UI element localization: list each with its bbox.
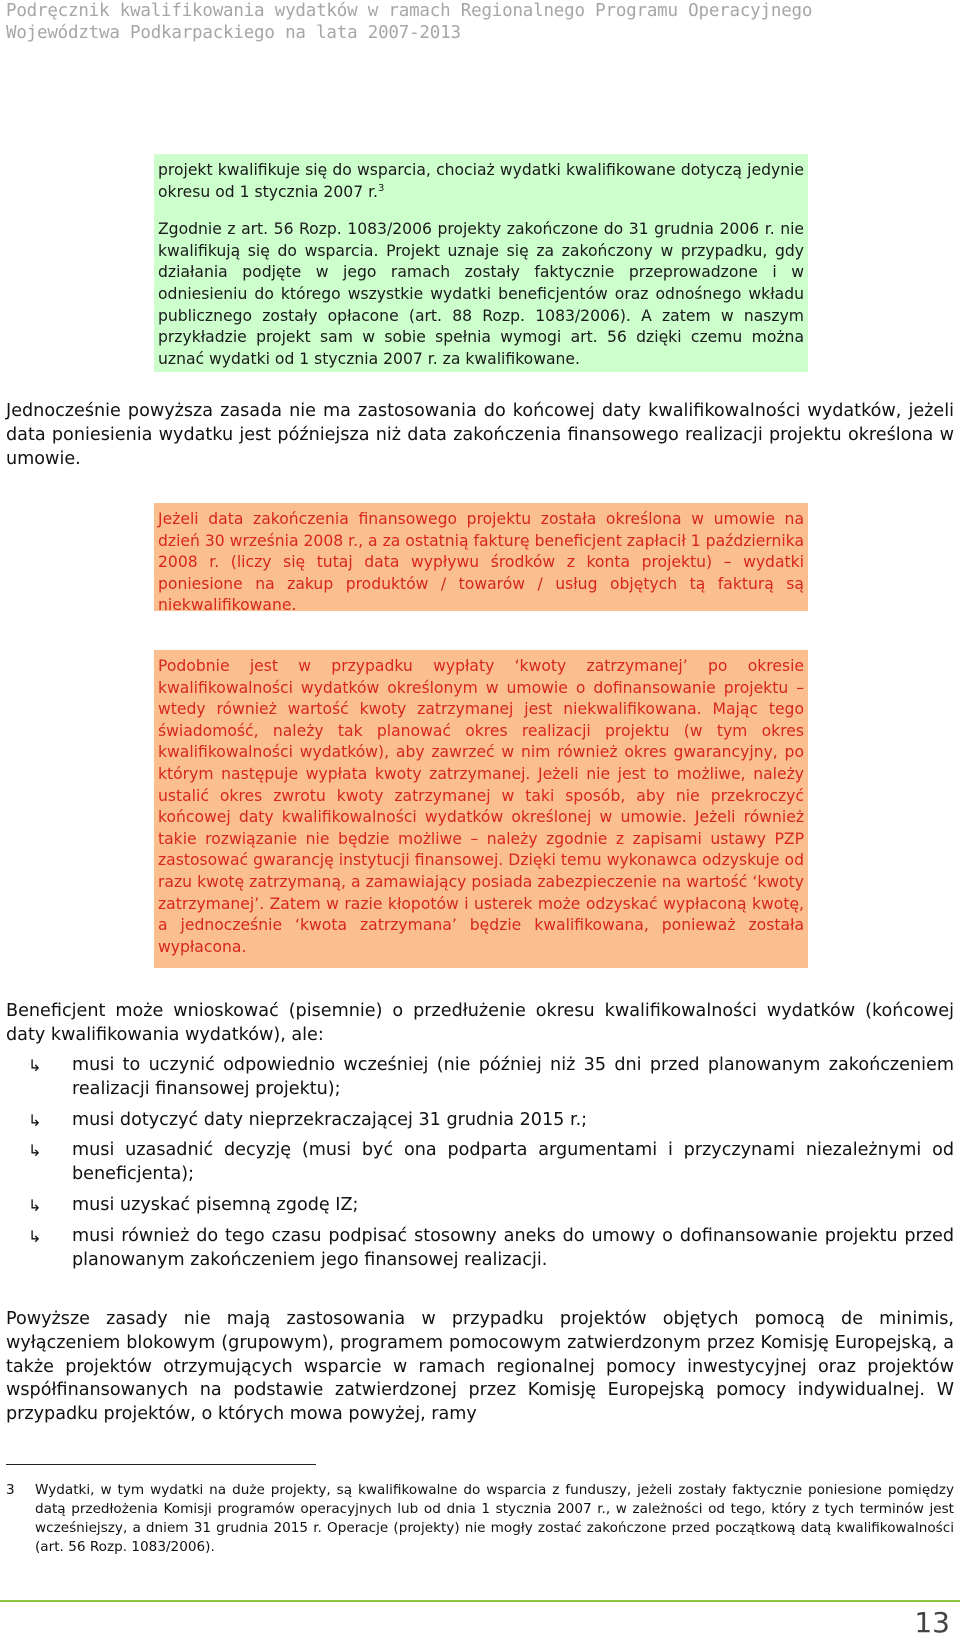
- document-header: [6, 0, 946, 44]
- list-item: ↳ musi uzasadnić decyzję (musi być ona podparta argumentami i przyczynami niezależnymi od beneficjenta);: [28, 1140, 954, 1185]
- arrow-hook-icon: ↳: [28, 1195, 42, 1215]
- example-box-green: [154, 154, 808, 372]
- footnote-reference[interactable]: 3: [378, 182, 385, 194]
- arrow-hook-icon: ↳: [28, 1110, 42, 1130]
- header-line-1: Podręcznik kwalifikowania wydatków w ramach Regionalnego Programu Operacyjnego: [6, 1, 813, 21]
- footnote-text: Wydatki, w tym wydatki na duże projekty, są kwalifikowalne do wsparcia z funduszy, jeżeli zostały faktycznie poniesione pomiędzy datą przedłożenia Komisji programów operacyjnych lub od dnia 1 stycznia 2007 r., w zależności od tego, który z tych terminów jest wcześniejszy, a dniem 31 grudnia 2015 r. Operacje (projekty) nie mogły zostać zakończone przed początkową datą kwalifikowalności (art. 56 Rozp. 1083/2006).: [35, 1482, 954, 1555]
- arrow-hook-icon: ↳: [28, 1141, 42, 1161]
- body-paragraph-3: Powyższe zasady nie mają zastosowania w przypadku projektów objętych pomocą de minimis, wyłączeniem blokowym (grupowym), programem pomocowym zatwierdzonym przez Komisję Europejską, a także projektów otrzymujących wsparcie w ramach regionalnej pomocy inwestycyjnej oraz projektów współfinansowanych na podstawie zatwierdzonej przez Komisję Europejską pomocy indywidualnej. W przypadku projektów, o których mowa powyżej, ramy: [6, 1309, 954, 1425]
- list-item: ↳ musi uzyskać pisemną zgodę IZ;: [6, 1194, 954, 1218]
- example-box-orange-1: [154, 503, 808, 615]
- requirements-list: [6, 1054, 954, 1279]
- example-box-orange-2: [154, 650, 808, 968]
- explanation-text: Zgodnie z art. 56 Rozp. 1083/2006 projekty zakończone do 31 grudnia 2006 r. nie kwalifikują się do wsparcia. Projekt uznaje się za zakończony w przypadku, gdy działania podjęte w jego ramach zostały faktycznie przeprowadzone i w odniesieniu do którego wszystkie wydatki beneficjentów oraz odnośnego wkładu publicznego zostały opłacone (art. 88 Rozp. 1083/2006). A zatem w naszym przykładzie projekt sam w sobie spełnia wymogi art. 56 dzięki czemu można uznać wydatki od 1 stycznia 2007 r. za kwalifikowane.: [158, 220, 804, 368]
- example-text: projekt kwalifikuje się do wsparcia, chociaż wydatki kwalifikowane dotyczą jedynie okresu od 1 stycznia 2007 r.$^3$: [158, 161, 804, 201]
- footnote: [6, 1481, 954, 1557]
- footnote-number: 3: [6, 1482, 15, 1498]
- footnote-divider: [6, 1464, 316, 1465]
- footer-rule: [0, 1600, 960, 1602]
- page-number: 13: [914, 1606, 950, 1639]
- example-text: Jeżeli data zakończenia finansowego projektu została określona w umowie na dzień 30 września 2008 r., a za ostatnią fakturę beneficjent zapłacił 1 października 2008 r. (liczy się tutaj data wypływu środków z konta projektu) – wydatki poniesione na zakup produktów / towarów / usług objętych tą fakturą są niekwalifikowane.: [158, 510, 804, 615]
- list-item: ↳ musi dotyczyć daty nieprzekraczającej 31 grudnia 2015 r.;: [6, 1109, 954, 1133]
- arrow-hook-icon: ↳: [28, 1056, 42, 1075]
- example-text: Podobnie jest w przypadku wypłaty ‘kwoty zatrzymanej’ po okresie kwalifikowalności wydatków określonym w umowie o dofinansowanie projektu – wtedy również wartość kwoty zatrzymanej jest niekwalifikowana. Mając tego świadomość, należy tak planować okres realizacji projektu (w tym okres kwalifikowalności wydatków), aby zawrzeć w nim również okres gwarancyjny, po którym następuje wypłata kwoty zatrzymanej. Jeżeli nie jest to możliwe, należy ustalić okres zwrotu kwoty zatrzymanej w taki sposób, aby nie przekroczyć końcowej daty kwalifikowalności wydatków określonej w umowie. Jeżeli również takie rozwiązanie nie będzie możliwe – należy zgodnie z zapisami ustawy PZP zastosować gwarancję instytucji finansowej. Dzięki temu wykonawca odzyskuje od razu kwotę zatrzymaną, a zamawiający posiada zabezpieczenie na wartość ‘kwoty zatrzymanej’. Zatem w razie kłopotów i usterek może odzyskać wypłaconą kwotę, a jednocześnie ‘kwota zatrzymana’ będzie kwalifikowana, ponieważ została wypłacona.: [158, 657, 804, 956]
- arrow-hook-icon: ↳: [28, 1226, 42, 1246]
- list-item: ↳ musi również do tego czasu podpisać stosowny aneks do umowy o dofinansowanie projektu przed planowanym zakończeniem jego finansowej realizacji.: [28, 1225, 954, 1270]
- header-line-2: Województwa Podkarpackiego na lata 2007-2013: [6, 23, 461, 43]
- body-paragraph-2: Beneficjent może wnioskować (pisemnie) o przedłużenie okresu kwalifikowalności wydatków (końcowej daty kwalifikowania wydatków), ale:: [6, 1001, 954, 1045]
- list-item: ↳ musi to uczynić odpowiednio wcześniej (nie później niż 35 dni przed planowanym zakończeniem realizacji finansowej projektu);: [28, 1055, 954, 1099]
- body-paragraph-1: Jednocześnie powyższa zasada nie ma zastosowania do końcowej daty kwalifikowalności wydatków, jeżeli data poniesienia wydatku jest późniejsza niż data zakończenia finansowego realizacji projektu określona w umowie.: [6, 401, 954, 469]
